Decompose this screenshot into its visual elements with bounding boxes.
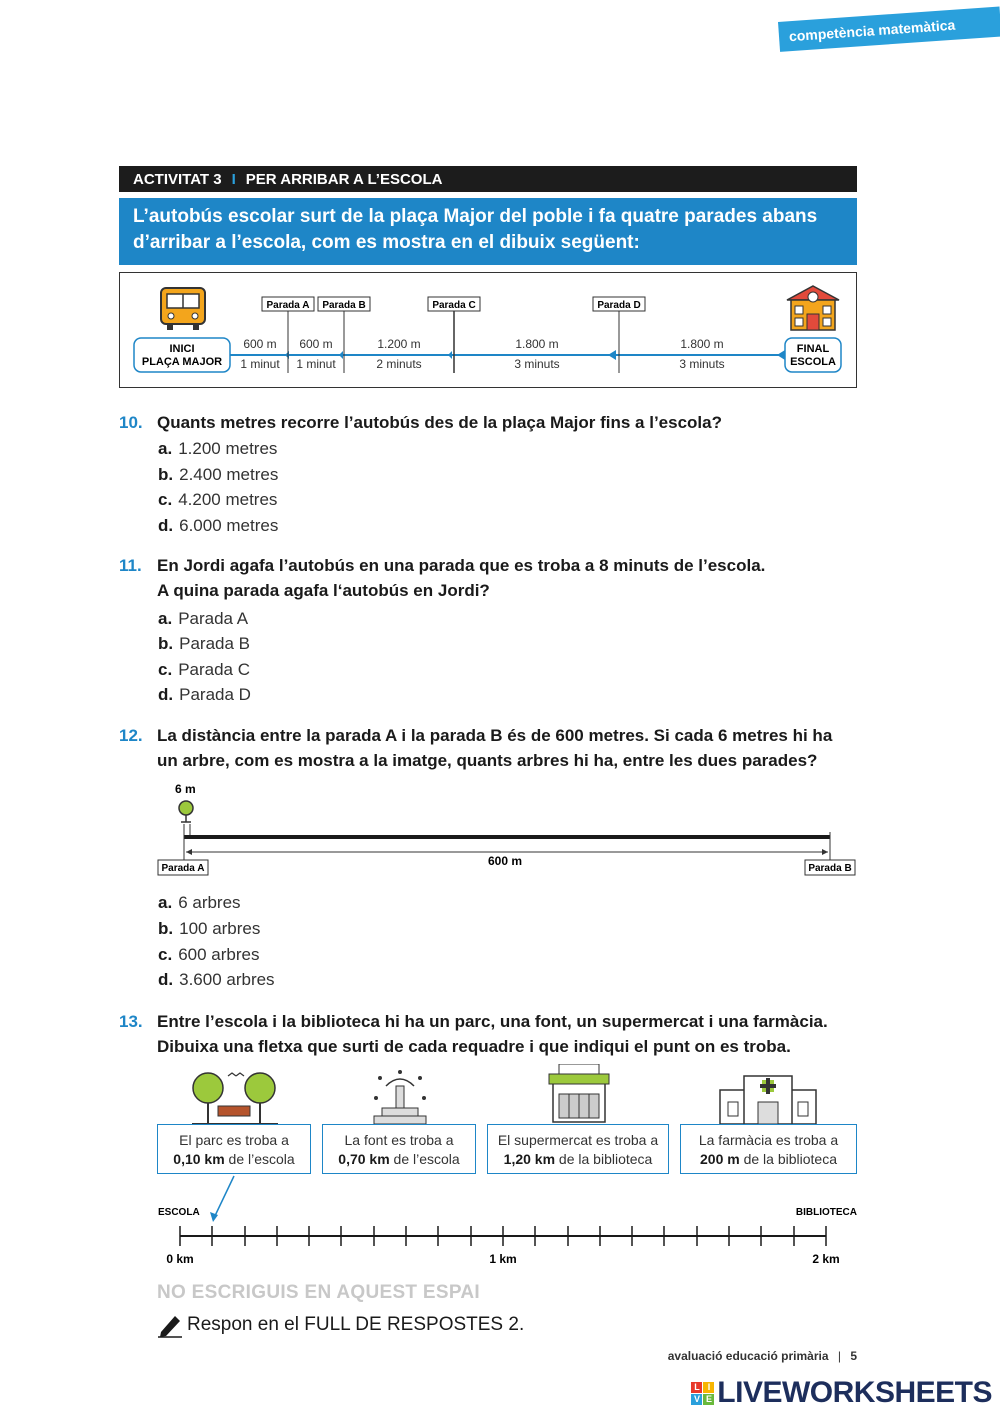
option[interactable]: c. 4.200 metres bbox=[158, 490, 278, 509]
question-text-line2: A quina parada agafa l‘autobús en Jordi? bbox=[157, 581, 490, 600]
start-line2: PLAÇA MAJOR bbox=[141, 356, 223, 368]
box-distance: 0,10 km bbox=[173, 1151, 225, 1167]
activity-bar bbox=[119, 166, 857, 192]
activity-separator: I bbox=[231, 170, 236, 188]
box-line2: de l’escola bbox=[389, 1151, 460, 1167]
respon-line bbox=[157, 1312, 524, 1338]
box-line1: El parc es troba a bbox=[179, 1132, 289, 1148]
route-diagram bbox=[119, 272, 857, 388]
box-line1: El supermercat es troba a bbox=[497, 1132, 659, 1148]
option[interactable]: b. 2.400 metres bbox=[158, 465, 279, 484]
question-text: Entre l’escola i la biblioteca hi ha un parc, una font, un supermercat i una farmàcia. bbox=[157, 1012, 828, 1031]
question-text-line2: Dibuixa una fletxa que surti de cada requadre i que indiqui el punt on es troba. bbox=[157, 1037, 791, 1056]
box-distance: 200 m bbox=[700, 1151, 740, 1167]
question-number: 11. bbox=[119, 556, 142, 575]
activity-title: PER ARRIBAR A L’ESCOLA bbox=[245, 170, 443, 188]
page-number: 5 bbox=[850, 1349, 857, 1363]
question-text-line2: un arbre, com es mostra a la imatge, quants arbres hi ha, entre les dues parades? bbox=[157, 751, 818, 770]
supermarket-box[interactable] bbox=[487, 1124, 669, 1174]
tick-label: 1 km bbox=[489, 1252, 517, 1266]
end-line1: FINAL bbox=[796, 343, 830, 355]
stop-d-label: Parada D bbox=[597, 300, 641, 311]
question-number: 13. bbox=[119, 1012, 143, 1031]
start-line1: INICI bbox=[169, 343, 195, 355]
places-icons bbox=[150, 1064, 865, 1126]
option[interactable]: c. 600 arbres bbox=[158, 945, 260, 964]
tree-icon bbox=[179, 801, 193, 822]
footer-text: avaluació educació primària bbox=[667, 1349, 829, 1363]
stop-b-label: Parada B bbox=[808, 863, 852, 874]
question-11 bbox=[119, 553, 765, 603]
brand-icon: L I V E bbox=[691, 1382, 714, 1405]
fountain-icon bbox=[374, 1070, 426, 1124]
route-svg bbox=[119, 272, 857, 388]
tick-label: 2 km bbox=[812, 1252, 840, 1266]
route-arrow bbox=[777, 350, 785, 360]
question-10 bbox=[119, 410, 722, 435]
park-icon bbox=[192, 1073, 278, 1124]
brand-logo[interactable] bbox=[691, 1376, 992, 1410]
number-line[interactable] bbox=[150, 1172, 865, 1272]
question-text: En Jordi agafa l’autobús en una parada que es troba a 8 minuts de l’escola. bbox=[157, 556, 766, 575]
segment-distance: 1.800 m bbox=[680, 337, 724, 351]
option[interactable]: a. 6 arbres bbox=[158, 893, 241, 912]
segment-time: 2 minuts bbox=[376, 357, 422, 371]
option[interactable]: c. Parada C bbox=[158, 660, 251, 679]
box-distance: 0,70 km bbox=[338, 1151, 390, 1167]
tree-figure bbox=[150, 780, 865, 880]
escola-label: ESCOLA bbox=[158, 1207, 200, 1218]
option[interactable]: a. 1.200 metres bbox=[158, 439, 278, 458]
box-line1: La font es troba a bbox=[344, 1132, 454, 1148]
option[interactable]: d. 6.000 metres bbox=[158, 516, 279, 535]
question-13 bbox=[119, 1009, 828, 1059]
route-arrow bbox=[608, 350, 616, 360]
pharmacy-box[interactable] bbox=[680, 1124, 857, 1174]
supermarket-icon bbox=[549, 1064, 609, 1122]
axis-ticks bbox=[180, 1226, 826, 1246]
option[interactable]: d. Parada D bbox=[158, 685, 251, 704]
route-arrow bbox=[448, 351, 452, 359]
box-line2: de l’escola bbox=[224, 1151, 295, 1167]
brand-text: LIVEWORKSHEETS bbox=[717, 1376, 992, 1409]
question-number: 12. bbox=[119, 726, 143, 745]
segment-time: 1 minut bbox=[296, 357, 336, 371]
question-text: La distància entre la parada A i la parada B és de 600 metres. Si cada 6 metres hi ha bbox=[157, 726, 833, 745]
segment-distance: 600 m bbox=[243, 337, 277, 351]
option[interactable]: d. 3.600 arbres bbox=[158, 970, 275, 989]
stop-a-label: Parada A bbox=[161, 863, 205, 874]
header-tag: competència matemàtica bbox=[778, 7, 1000, 52]
stop-d-marker bbox=[593, 297, 645, 373]
stop-b-label: Parada B bbox=[322, 300, 366, 311]
box-line2: de la biblioteca bbox=[555, 1151, 653, 1167]
stop-c-label: Parada C bbox=[432, 300, 476, 311]
stop-a-label: Parada A bbox=[266, 300, 310, 311]
segment-distance: 1.200 m bbox=[377, 337, 421, 351]
tick-label: 0 km bbox=[166, 1252, 194, 1266]
segment-time: 3 minuts bbox=[679, 357, 725, 371]
school-icon bbox=[787, 286, 839, 330]
pharmacy-icon bbox=[720, 1076, 816, 1124]
bus-icon bbox=[161, 288, 205, 330]
no-write-notice: NO ESCRIGUIS EN AQUEST ESPAI bbox=[157, 1282, 481, 1303]
segment-distance: 1.800 m bbox=[515, 337, 559, 351]
option[interactable]: b. Parada B bbox=[158, 634, 250, 653]
pencil-icon bbox=[157, 1312, 183, 1338]
total-label: 600 m bbox=[487, 854, 523, 868]
stop-c-marker bbox=[428, 297, 480, 373]
route-arrow bbox=[339, 351, 343, 359]
intro-text: L’autobús escolar surt de la plaça Major del poble i fa quatre parades abans d’arribar a l’escola, com es mostra en el dibuix següent: bbox=[119, 198, 857, 265]
biblioteca-label: BIBLIOTECA bbox=[795, 1207, 857, 1218]
answer-arrow bbox=[213, 1176, 234, 1220]
option[interactable]: b. 100 arbres bbox=[158, 919, 261, 938]
box-distance: 1,20 km bbox=[503, 1151, 556, 1167]
end-line2: ESCOLA bbox=[790, 356, 836, 368]
activity-label: ACTIVITAT 3 bbox=[133, 170, 222, 188]
segment-time: 1 minut bbox=[240, 357, 280, 371]
footer: avaluació educació primària | 5 bbox=[667, 1349, 857, 1363]
box-line1: La farmàcia es troba a bbox=[698, 1132, 839, 1148]
park-box[interactable] bbox=[157, 1124, 311, 1174]
fountain-box[interactable] bbox=[322, 1124, 476, 1174]
box-line2: de la biblioteca bbox=[739, 1151, 837, 1167]
segment-distance: 600 m bbox=[299, 337, 333, 351]
spacing-label: 6 m bbox=[175, 782, 196, 796]
question-text: Quants metres recorre l’autobús des de la plaça Major fins a l’escola? bbox=[157, 413, 722, 432]
question-number: 10. bbox=[119, 413, 143, 432]
segment-time: 3 minuts bbox=[514, 357, 560, 371]
option[interactable]: a. Parada A bbox=[158, 609, 249, 628]
respon-text: Respon en el FULL DE RESPOSTES 2. bbox=[187, 1314, 525, 1335]
question-12 bbox=[119, 723, 832, 773]
